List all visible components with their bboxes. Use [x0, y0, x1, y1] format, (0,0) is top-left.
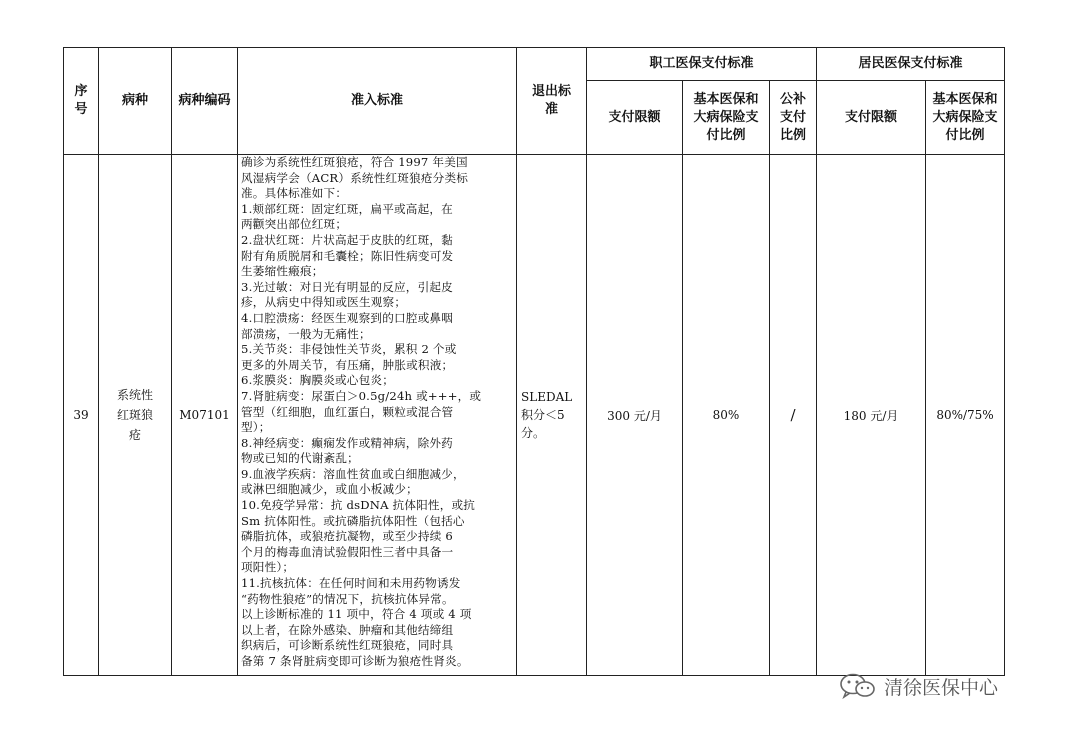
- criteria-line: Sm 抗体阳性。或抗磷脂抗体阳性（包括心: [241, 513, 465, 528]
- cell-criteria: [238, 155, 517, 676]
- criteria-line: 7.肾脏病变：尿蛋白＞0.5g/24h 或+++，或: [241, 388, 482, 403]
- table-row: [64, 155, 1005, 676]
- header-emp-ratio-label: 基本医保和大病保险支付比例: [693, 91, 759, 143]
- exit-line: 积分＜5: [521, 408, 565, 422]
- cell-emp-limit: 300 元/月: [587, 155, 683, 676]
- criteria-line: 磷脂抗体，或狼疮抗凝物，或至少持续 6: [241, 529, 453, 544]
- criteria-line: 5.关节炎：非侵蚀性关节炎，累积 2 个或: [241, 342, 457, 357]
- criteria-line: 准。具体标准如下：: [241, 186, 348, 201]
- criteria-line: 2.盘状红斑：片状高起于皮肤的红斑，黏: [241, 232, 453, 247]
- criteria-line: 4.口腔溃疡：经医生观察到的口腔或鼻咽: [241, 310, 453, 325]
- header-resident-group: 居民医保支付标准: [817, 48, 1005, 81]
- standards-table: [63, 47, 1005, 676]
- criteria-line: 9.血液学疾病：溶血性贫血或白细胞减少，: [241, 466, 465, 481]
- cell-res-limit: 180 元/月: [817, 155, 926, 676]
- criteria-line: 管型（红细胞，血红蛋白，颗粒或混合管: [241, 404, 454, 419]
- watermark-text: 清徐医保中心: [884, 676, 999, 699]
- criteria-line: 3.光过敏：对日光有明显的反应，引起皮: [241, 279, 453, 294]
- header-code-label: 病种编码: [178, 93, 231, 108]
- exit-line: SLEDAL: [521, 390, 573, 404]
- criteria-line: 风湿病学会（ACR）系统性红斑狼疮分类标: [241, 170, 469, 185]
- cell-disease-text: 系统性红斑狼疮: [116, 388, 153, 442]
- cell-seq: 39: [64, 155, 99, 676]
- criteria-line: 疹，从病史中得知或医生观察；: [241, 295, 407, 310]
- criteria-line: 更多的外周关节，有压痛，肿胀或积液；: [241, 357, 454, 372]
- criteria-line: 型）；: [241, 420, 271, 435]
- header-emp-public: [770, 81, 817, 155]
- criteria-line: 10.免疫学异常：抗 dsDNA 抗体阳性，或抗: [241, 498, 476, 513]
- criteria-line: 或淋巴细胞减少，或血小板减少；: [241, 482, 418, 497]
- criteria-line: 部溃疡，一般为无痛性；: [241, 326, 371, 341]
- criteria-line: 1.颊部红斑：固定红斑，扁平或高起，在: [241, 201, 453, 216]
- header-emp-limit: 支付限额: [587, 81, 683, 155]
- header-res-ratio: [926, 81, 1005, 155]
- criteria-line: 以上诊断标准的 11 项中，符合 4 项或 4 项: [241, 607, 472, 622]
- criteria-line: 两颧突出部位红斑；: [241, 217, 348, 232]
- criteria-line: 生萎缩性瘢痕；: [241, 264, 324, 279]
- header-emp-public-label: 公补支付比例: [779, 91, 806, 143]
- criteria-line: 确诊为系统性红斑狼疮，符合 1997 年美国: [241, 155, 468, 169]
- criteria-line: 备第 7 条肾脏病变即可诊断为狼疮性肾炎。: [241, 654, 469, 668]
- exit-line: 分。: [521, 426, 546, 440]
- header-employee-group: 职工医保支付标准: [587, 48, 817, 81]
- header-code: [172, 48, 238, 155]
- header-exit: [517, 48, 587, 155]
- cell-disease: [99, 155, 172, 676]
- criteria-line: 织病后，可诊断系统性红斑狼疮，同时具: [241, 638, 454, 653]
- criteria-line: 11.抗核抗体：在任何时间和未用药物诱发: [241, 576, 461, 591]
- cell-exit: [517, 155, 587, 676]
- header-disease: 病种: [99, 48, 172, 155]
- cell-code: M07101: [172, 155, 238, 676]
- cell-emp-ratio: 80%: [683, 155, 770, 676]
- watermark: [838, 672, 998, 700]
- criteria-line: 个月的梅毒血清试验假阳性三者中具备一: [241, 544, 454, 559]
- criteria-line: 附有角质脱屑和毛囊栓；陈旧性病变可发: [241, 248, 454, 263]
- cell-emp-public: /: [770, 155, 817, 676]
- header-exit-label: 退出标准: [531, 84, 571, 117]
- header-criteria: 准入标准: [238, 48, 517, 155]
- header-emp-ratio: [683, 81, 770, 155]
- header-seq: [64, 48, 99, 155]
- criteria-line: 项阳性）；: [241, 560, 295, 575]
- criteria-line: 物或已知的代谢紊乱；: [241, 451, 359, 466]
- criteria-line: 以上者，在除外感染、肿瘤和其他结缔组: [241, 622, 454, 637]
- criteria-line: 8.神经病变：癫痫发作或精神病，除外药: [241, 435, 453, 450]
- header-res-limit: 支付限额: [817, 81, 926, 155]
- header-res-ratio-label: 基本医保和大病保险支付比例: [932, 91, 998, 143]
- wechat-icon: [838, 672, 878, 700]
- criteria-line: 6.浆膜炎：胸膜炎或心包炎；: [241, 373, 394, 388]
- header-seq-label: 序号: [74, 84, 88, 117]
- cell-res-ratio: 80%/75%: [926, 155, 1005, 676]
- criteria-line: “药物性狼疮”的情况下，抗核抗体异常。: [241, 591, 454, 606]
